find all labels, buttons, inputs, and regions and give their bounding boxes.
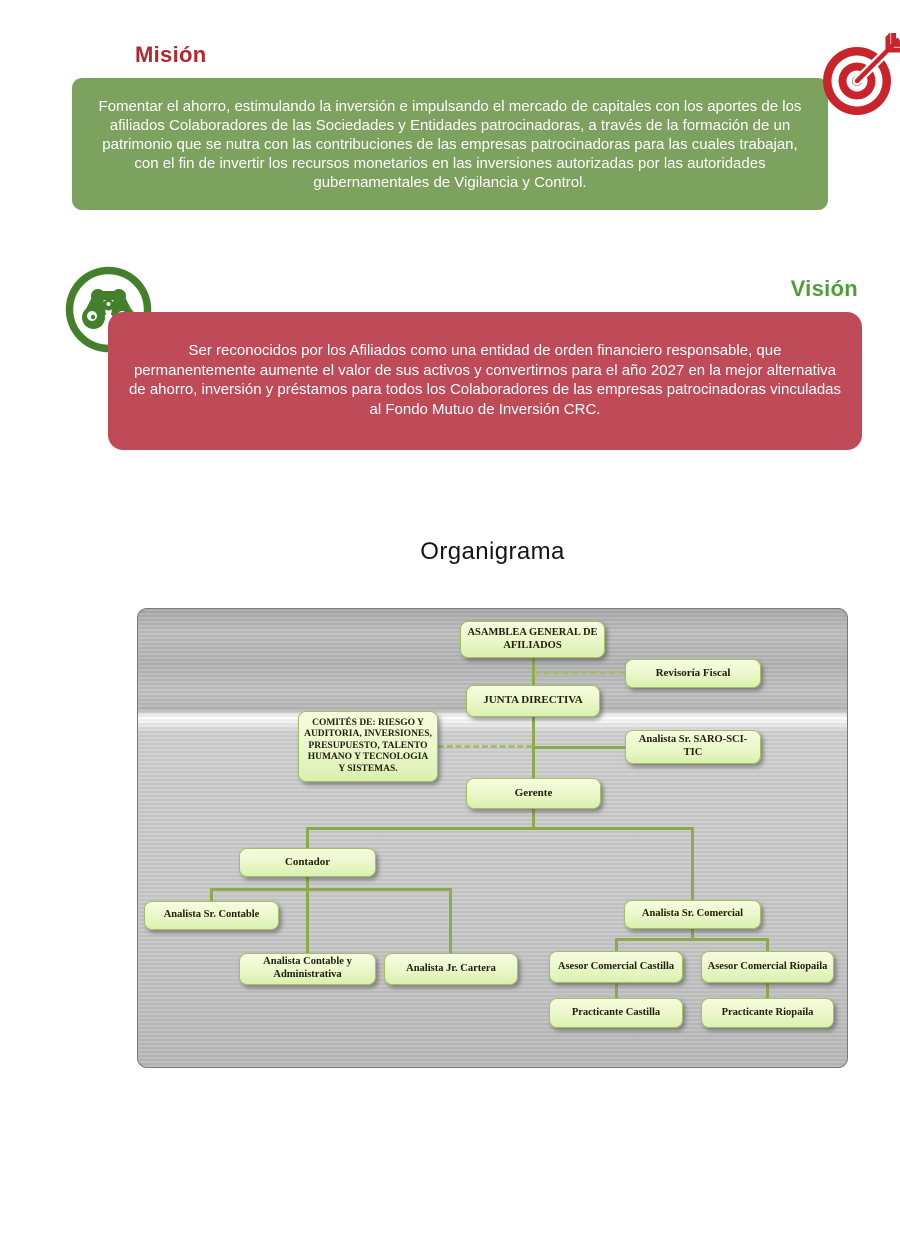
org-node-analista-jr-cartera [384,953,518,985]
org-connector [306,827,309,848]
org-node-label: Contador [284,855,331,868]
org-node-label: ASAMBLEA GENERAL DE AFILIADOS [467,626,598,651]
org-node-label: Asesor Comercial Castilla [557,960,675,972]
org-connector [615,938,618,951]
org-node-analista-sr-contable [144,901,279,930]
vision-text: Ser reconocidos por los Afiliados como una entidad de orden financiero responsable, que permanentemente aumente el valor de sus activos y convertirnos para el año 2027 en la mejor alternativa de ahorro, inversión y préstamos para todos los Colaboradores de las empresas patrocinadoras vinculadas al Fondo Mutuo de Inversión CRC. [128,342,842,418]
org-node-practicante-riopaila [701,998,834,1028]
org-node-label: Analista Sr. Contable [163,909,260,921]
org-node-label: Revisoría Fiscal [655,666,731,679]
org-node-label: Gerente [514,786,553,799]
vision-heading: Visión [790,276,858,301]
org-node-practicante-castilla [549,998,683,1028]
org-connector [449,888,452,953]
org-node-label: COMITÉS DE: RIESGO Y AUDITORIA, INVERSIONES, PRESUPUESTO, TALENTO HUMANO Y TECNOLOGIA Y SISTEMAS. [304,717,432,774]
org-node-asesor-comercial-riopaila [701,951,834,983]
organigrama-title: Organigrama [420,538,565,565]
org-node-label: Asesor Comercial Riopaila [707,960,828,972]
org-connector [766,938,769,951]
org-connector [210,888,452,891]
target-dartboard-icon [817,33,900,119]
org-connector [615,983,618,998]
org-node-junta-directiva [466,685,600,717]
org-node-contador [239,848,376,877]
org-node-label: Practicante Riopaila [721,1006,814,1018]
org-connector [210,888,213,901]
org-node-analista-sr-comercial [624,900,761,929]
vision-box [108,312,862,450]
org-connector-dashed [438,745,532,748]
org-connector [532,809,535,827]
org-connector [615,938,769,941]
org-node-analista-contable-y-administrativa [239,953,376,985]
org-node-label: Analista Jr. Cartera [406,962,496,974]
org-connector [534,746,625,749]
org-node-label: Analista Sr. SARO-SCI-TIC [638,734,748,758]
mission-heading: Misión [135,42,207,67]
org-node-asamblea-general-de-afiliados [460,621,605,658]
org-connector [766,983,769,998]
org-connector [691,827,694,900]
org-node-gerente [466,778,601,809]
mission-text: Fomentar el ahorro, estimulando la inversión e impulsando el mercado de capitales con los aportes de los afiliados Colaboradores de las Sociedades y Entidades patrocinadoras, a través de la formación de un patrimonio que se nutra con las contribuciones de las empresas patrocinadoras para las cuales trabajan, con el fin de invertir los recursos monetarios en las inversiones autorizadas por las autoridades gubernamentales de Vigilancia y Control. [98,97,802,191]
org-node-label: JUNTA DIRECTIVA [483,694,583,707]
org-node-revisoria-fiscal [625,659,761,688]
org-node-asesor-comercial-castilla [549,951,683,983]
org-node-comites [298,711,438,782]
org-node-label: Analista Sr. Comercial [641,908,744,920]
orgchart-panel [137,608,848,1068]
org-node-label: Practicante Castilla [571,1006,661,1018]
mission-box [72,78,828,210]
org-connector-dashed [534,671,625,674]
org-node-label: Analista Contable y Administrativa [263,956,352,980]
org-connector [306,827,694,830]
org-node-analista-sr-saro-sci-tic [625,730,761,764]
